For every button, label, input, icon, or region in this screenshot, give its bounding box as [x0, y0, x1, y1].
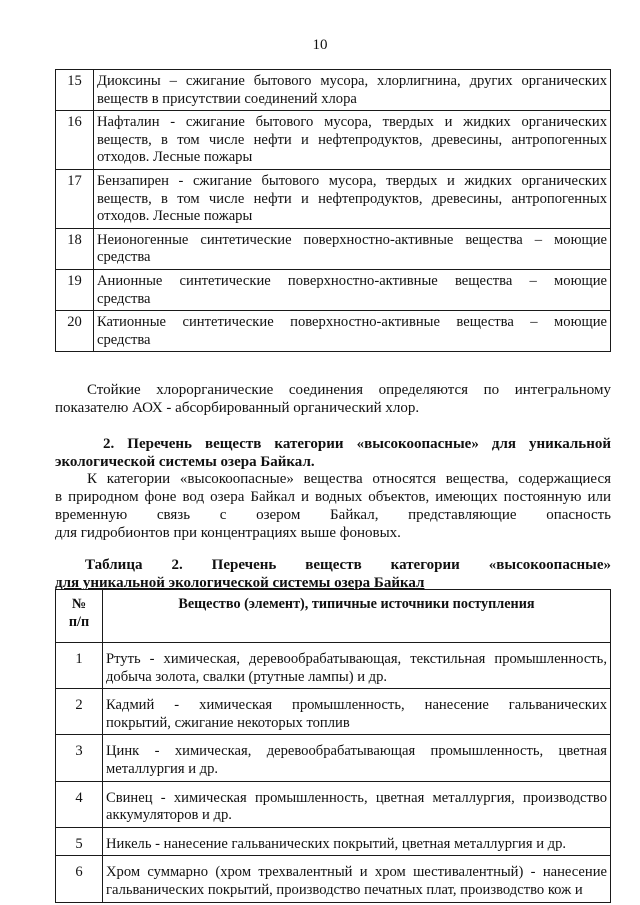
description-line: Свинец - химическая промышленность, цветная металлургия, производство: [106, 789, 607, 806]
description-line: добыча золота, свалки (ртутные лампы) и др.: [106, 668, 388, 685]
description-line: покрытий, сжигание некоторых топлив: [106, 714, 350, 731]
header-number-line-1: №: [71, 596, 87, 612]
table2-body: [56, 643, 611, 903]
table-row: [56, 311, 611, 352]
description-line: Цинк - химическая, деревообрабатывающая промышленность, цветная: [106, 743, 607, 760]
row-description: [94, 269, 611, 310]
aox-line-2: показателю АОХ - абсорбированный органический хлор.: [55, 400, 420, 416]
row-number: 2: [56, 689, 103, 735]
row-description: [94, 311, 611, 352]
row-number: 17: [56, 169, 94, 228]
description-line: металлургия и др.: [106, 760, 219, 777]
description-line: Неионогенные синтетические поверхностно-активные вещества – моющие: [97, 231, 607, 248]
page-number: 10: [312, 37, 328, 53]
table-row: [56, 827, 611, 856]
table1-body: [56, 70, 611, 352]
section-2-body: [55, 470, 611, 542]
section-2-body-line-4: для гидробионтов при концентрациях выше фоновых.: [55, 525, 401, 541]
table-row: [56, 228, 611, 269]
table-row: [56, 689, 611, 735]
row-description: [94, 169, 611, 228]
row-description: [103, 643, 611, 689]
aox-paragraph: [55, 381, 611, 417]
description-line: Никель - нанесение гальванических покрытий, цветная металлургия и др.: [106, 835, 567, 852]
description-line: Кадмий - химическая промышленность, нанесение гальванических: [106, 697, 607, 714]
table-row: [56, 269, 611, 310]
header-number-line-2: п/п: [68, 613, 90, 630]
row-description: [103, 735, 611, 781]
row-description: [94, 228, 611, 269]
description-line: гальванических покрытий, производство печатных плат, производство кож и: [106, 881, 583, 898]
section-2-heading-line-2: экологической системы озера Байкал.: [55, 454, 315, 470]
row-number: 19: [56, 269, 94, 310]
description-line: Анионные синтетические поверхностно-активные вещества – моющие: [97, 272, 607, 289]
aox-line-1: Стойкие хлорорганические соединения определяются по интегральному: [87, 382, 611, 398]
row-number: 6: [56, 856, 103, 902]
table-row: [56, 169, 611, 228]
header-substance: Вещество (элемент), типичные источники поступления: [103, 590, 611, 643]
table-row: [56, 70, 611, 111]
row-number: 15: [56, 70, 94, 111]
description-line: веществ, в том числе нефти и нефтепродуктов, древесины, антропогенных: [97, 190, 607, 207]
row-description: [103, 781, 611, 827]
table-row: [56, 643, 611, 689]
table-2-caption-line-1: Таблица 2. Перечень веществ категории «высокоопасные»: [85, 557, 611, 573]
header-number: [56, 590, 103, 643]
description-line: отходов. Лесные пожары: [97, 208, 253, 225]
description-line: Ртуть - химическая, деревообрабатывающая, текстильная промышленность,: [106, 651, 607, 667]
row-number: 4: [56, 781, 103, 827]
row-description: [94, 70, 611, 111]
description-line: веществ в присутствии соединений хлора: [97, 90, 357, 107]
row-number: 18: [56, 228, 94, 269]
description-line: Хром суммарно (хром трехвалентный и хром шестивалентный) - нанесение: [106, 864, 607, 881]
table-2-caption-line-2: для уникальной экологической системы озера Байкал: [55, 575, 425, 591]
table2-header: [56, 590, 611, 643]
row-number: 5: [56, 827, 103, 856]
row-number: 20: [56, 311, 94, 352]
table-row: [56, 781, 611, 827]
high-hazard-substances-table: [55, 589, 611, 903]
row-number: 16: [56, 111, 94, 170]
section-2-heading: [55, 435, 611, 471]
table-row: [56, 735, 611, 781]
description-line: аккумуляторов и др.: [106, 807, 232, 824]
description-line: Катионные синтетические поверхностно-активные вещества – моющие: [97, 314, 607, 331]
section-2-body-line-2: в природном фоне вод озера Байкал и водных объектов, имеющих постоянную или: [55, 489, 611, 505]
row-description: [103, 827, 611, 856]
row-description: [103, 689, 611, 735]
section-2-body-line-3: временную связь с озером Байкал, представляющие опасность: [55, 507, 611, 523]
substances-table-continued: [55, 69, 611, 352]
row-description: [94, 111, 611, 170]
description-line: отходов. Лесные пожары: [97, 149, 253, 166]
row-description: [103, 856, 611, 902]
description-line: веществ, в том числе нефти и нефтепродуктов, древесины, антропогенных: [97, 131, 607, 148]
row-number: 3: [56, 735, 103, 781]
section-2-body-line-1: К категории «высокоопасные» вещества относятся вещества, содержащиеся: [87, 471, 611, 487]
description-line: средства: [97, 249, 151, 266]
table-2-caption: [55, 556, 611, 592]
description-line: Диоксины – сжигание бытового мусора, хлорлигнина, других органических: [97, 73, 607, 89]
section-2-heading-line-1: 2. Перечень веществ категории «высокоопасные» для уникальной: [103, 436, 611, 452]
table-row: [56, 111, 611, 170]
description-line: средства: [97, 331, 151, 348]
description-line: Нафталин - сжигание бытового мусора, твердых и жидких органических: [97, 114, 607, 131]
table2-header-row: [56, 590, 611, 643]
table-row: [56, 856, 611, 902]
description-line: средства: [97, 290, 151, 307]
description-line: Бензапирен - сжигание бытового мусора, твердых и жидких органических: [97, 172, 607, 189]
row-number: 1: [56, 643, 103, 689]
